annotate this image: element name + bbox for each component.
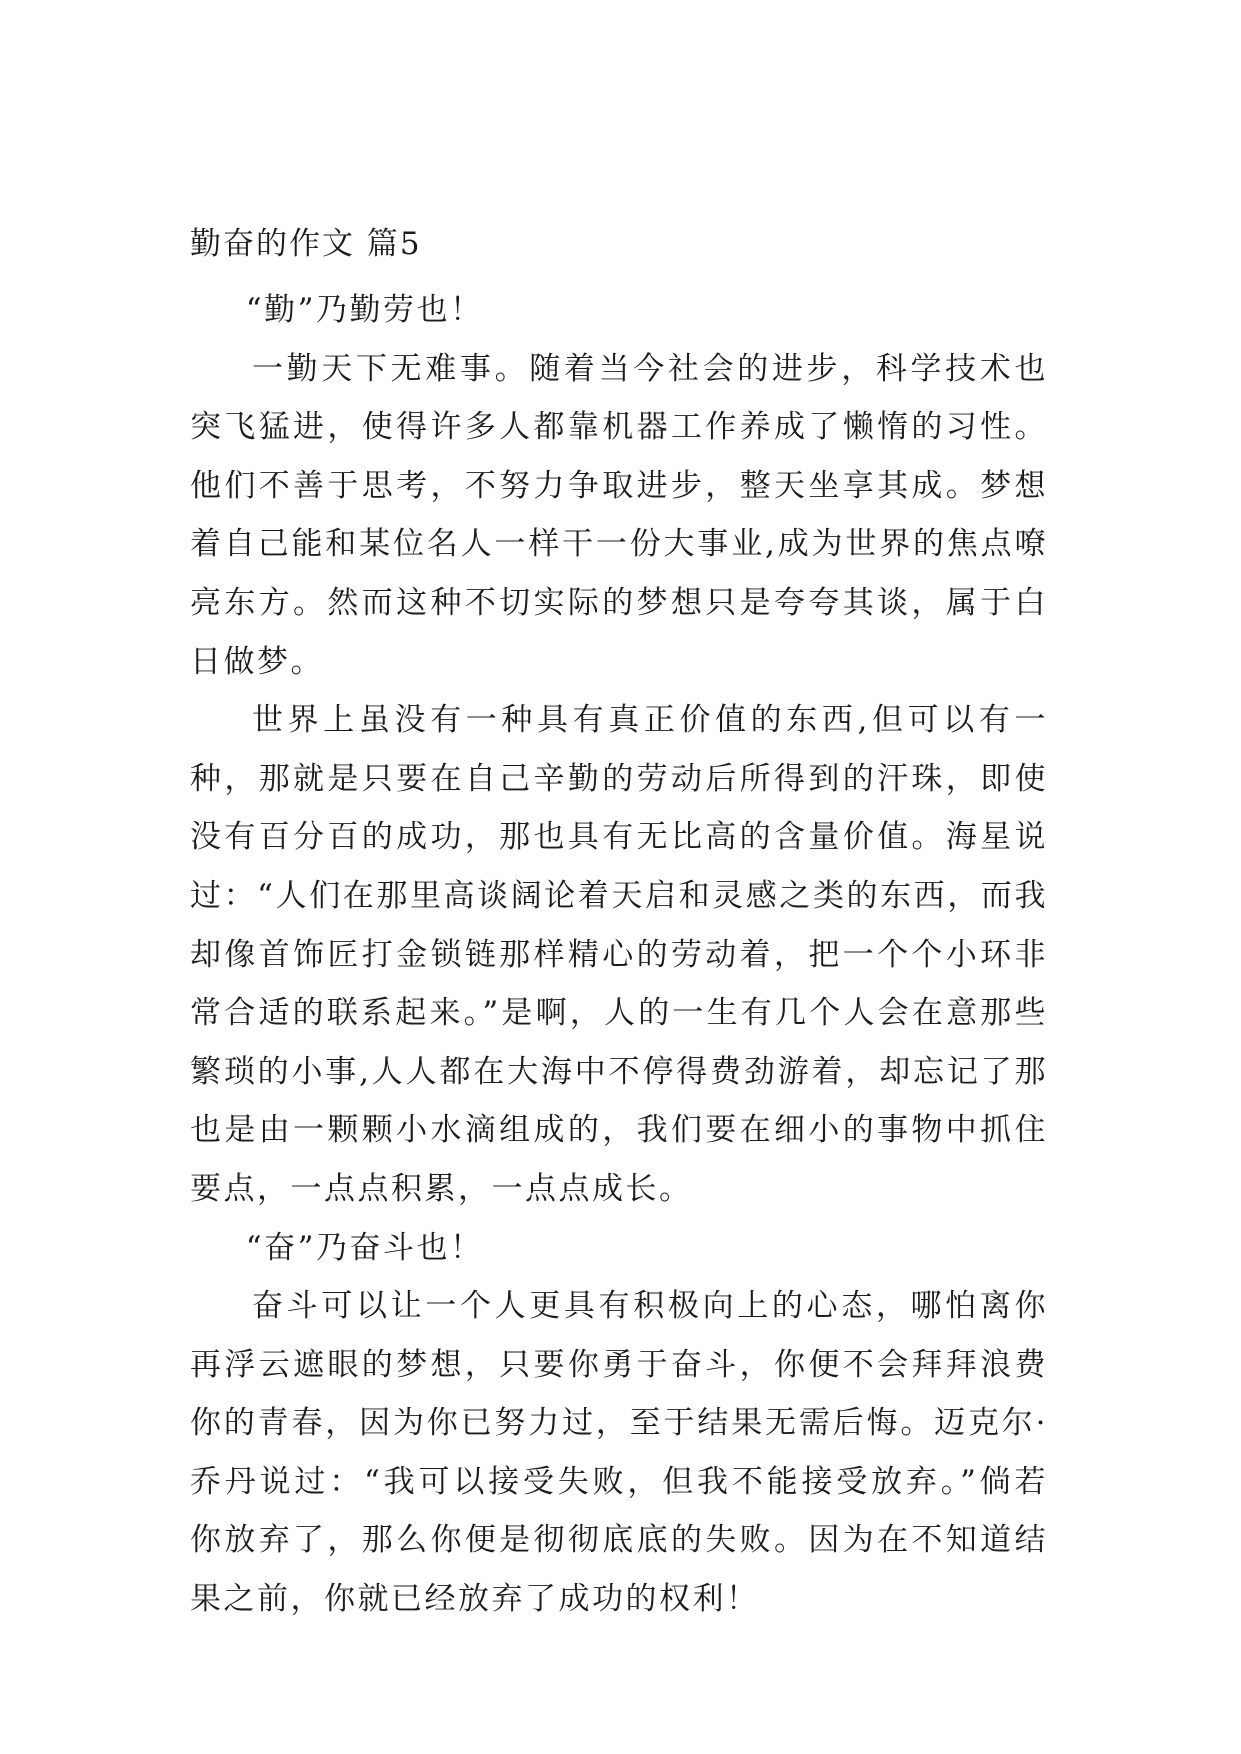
section-heading-fen: “奋”乃奋斗也！ [245,1229,484,1266]
paragraph: 世界上虽没有一种具有真正价值的东西,但可以有一种，那就是只要在自己辛勤的劳动后所得到的汗珠，即使没有百分百的成功，那也具有无比高的含量价值。海星说过：“人们在那里高谈阔论着天启和灵感之类的东西，而我却像首饰匠打金锁链那样精心的劳动着，把一个个小环非常合适的联系起来。”是啊，人的一生有几个人会在意那些繁琐的小事,人人都在大海中不停得费劲游着，却忘记了那也是由一颗颗小水滴组成的，我们要在细小的事物中抓住要点，一点点积累，一点点成长。 [190,702,1048,1207]
document-title: 勤奋的作文 篇5 [190,226,422,262]
paragraph: 奋斗可以让一个人更具有积极向上的心态，哪怕离你再浮云遮眼的梦想，只要你勇于奋斗，你便不会拜拜浪费你的青春，因为你已努力过，至于结果无需后悔。迈克尔·乔丹说过：“我可以接受失败，但我不能接受放弃。”倘若你放弃了，那么你便是彻彻底底的失败。因为在不知道结果之前，你就已经放弃了成功的权利！ [190,1288,1048,1618]
section-heading-qin: “勤”乃勤劳也！ [245,292,484,328]
paragraph: 一勤天下无难事。随着当今社会的进步，科学技术也突飞猛进，使得许多人都靠机器工作养成了懒惰的习性。他们不善于思考，不努力争取进步，整天坐享其成。梦想着自己能和某位名人一样干一份大事业,成为世界的焦点嘹亮东方。然而这种不切实际的梦想只是夸夸其谈，属于白日做梦。 [190,350,1048,680]
document-body [190,281,1048,1629]
